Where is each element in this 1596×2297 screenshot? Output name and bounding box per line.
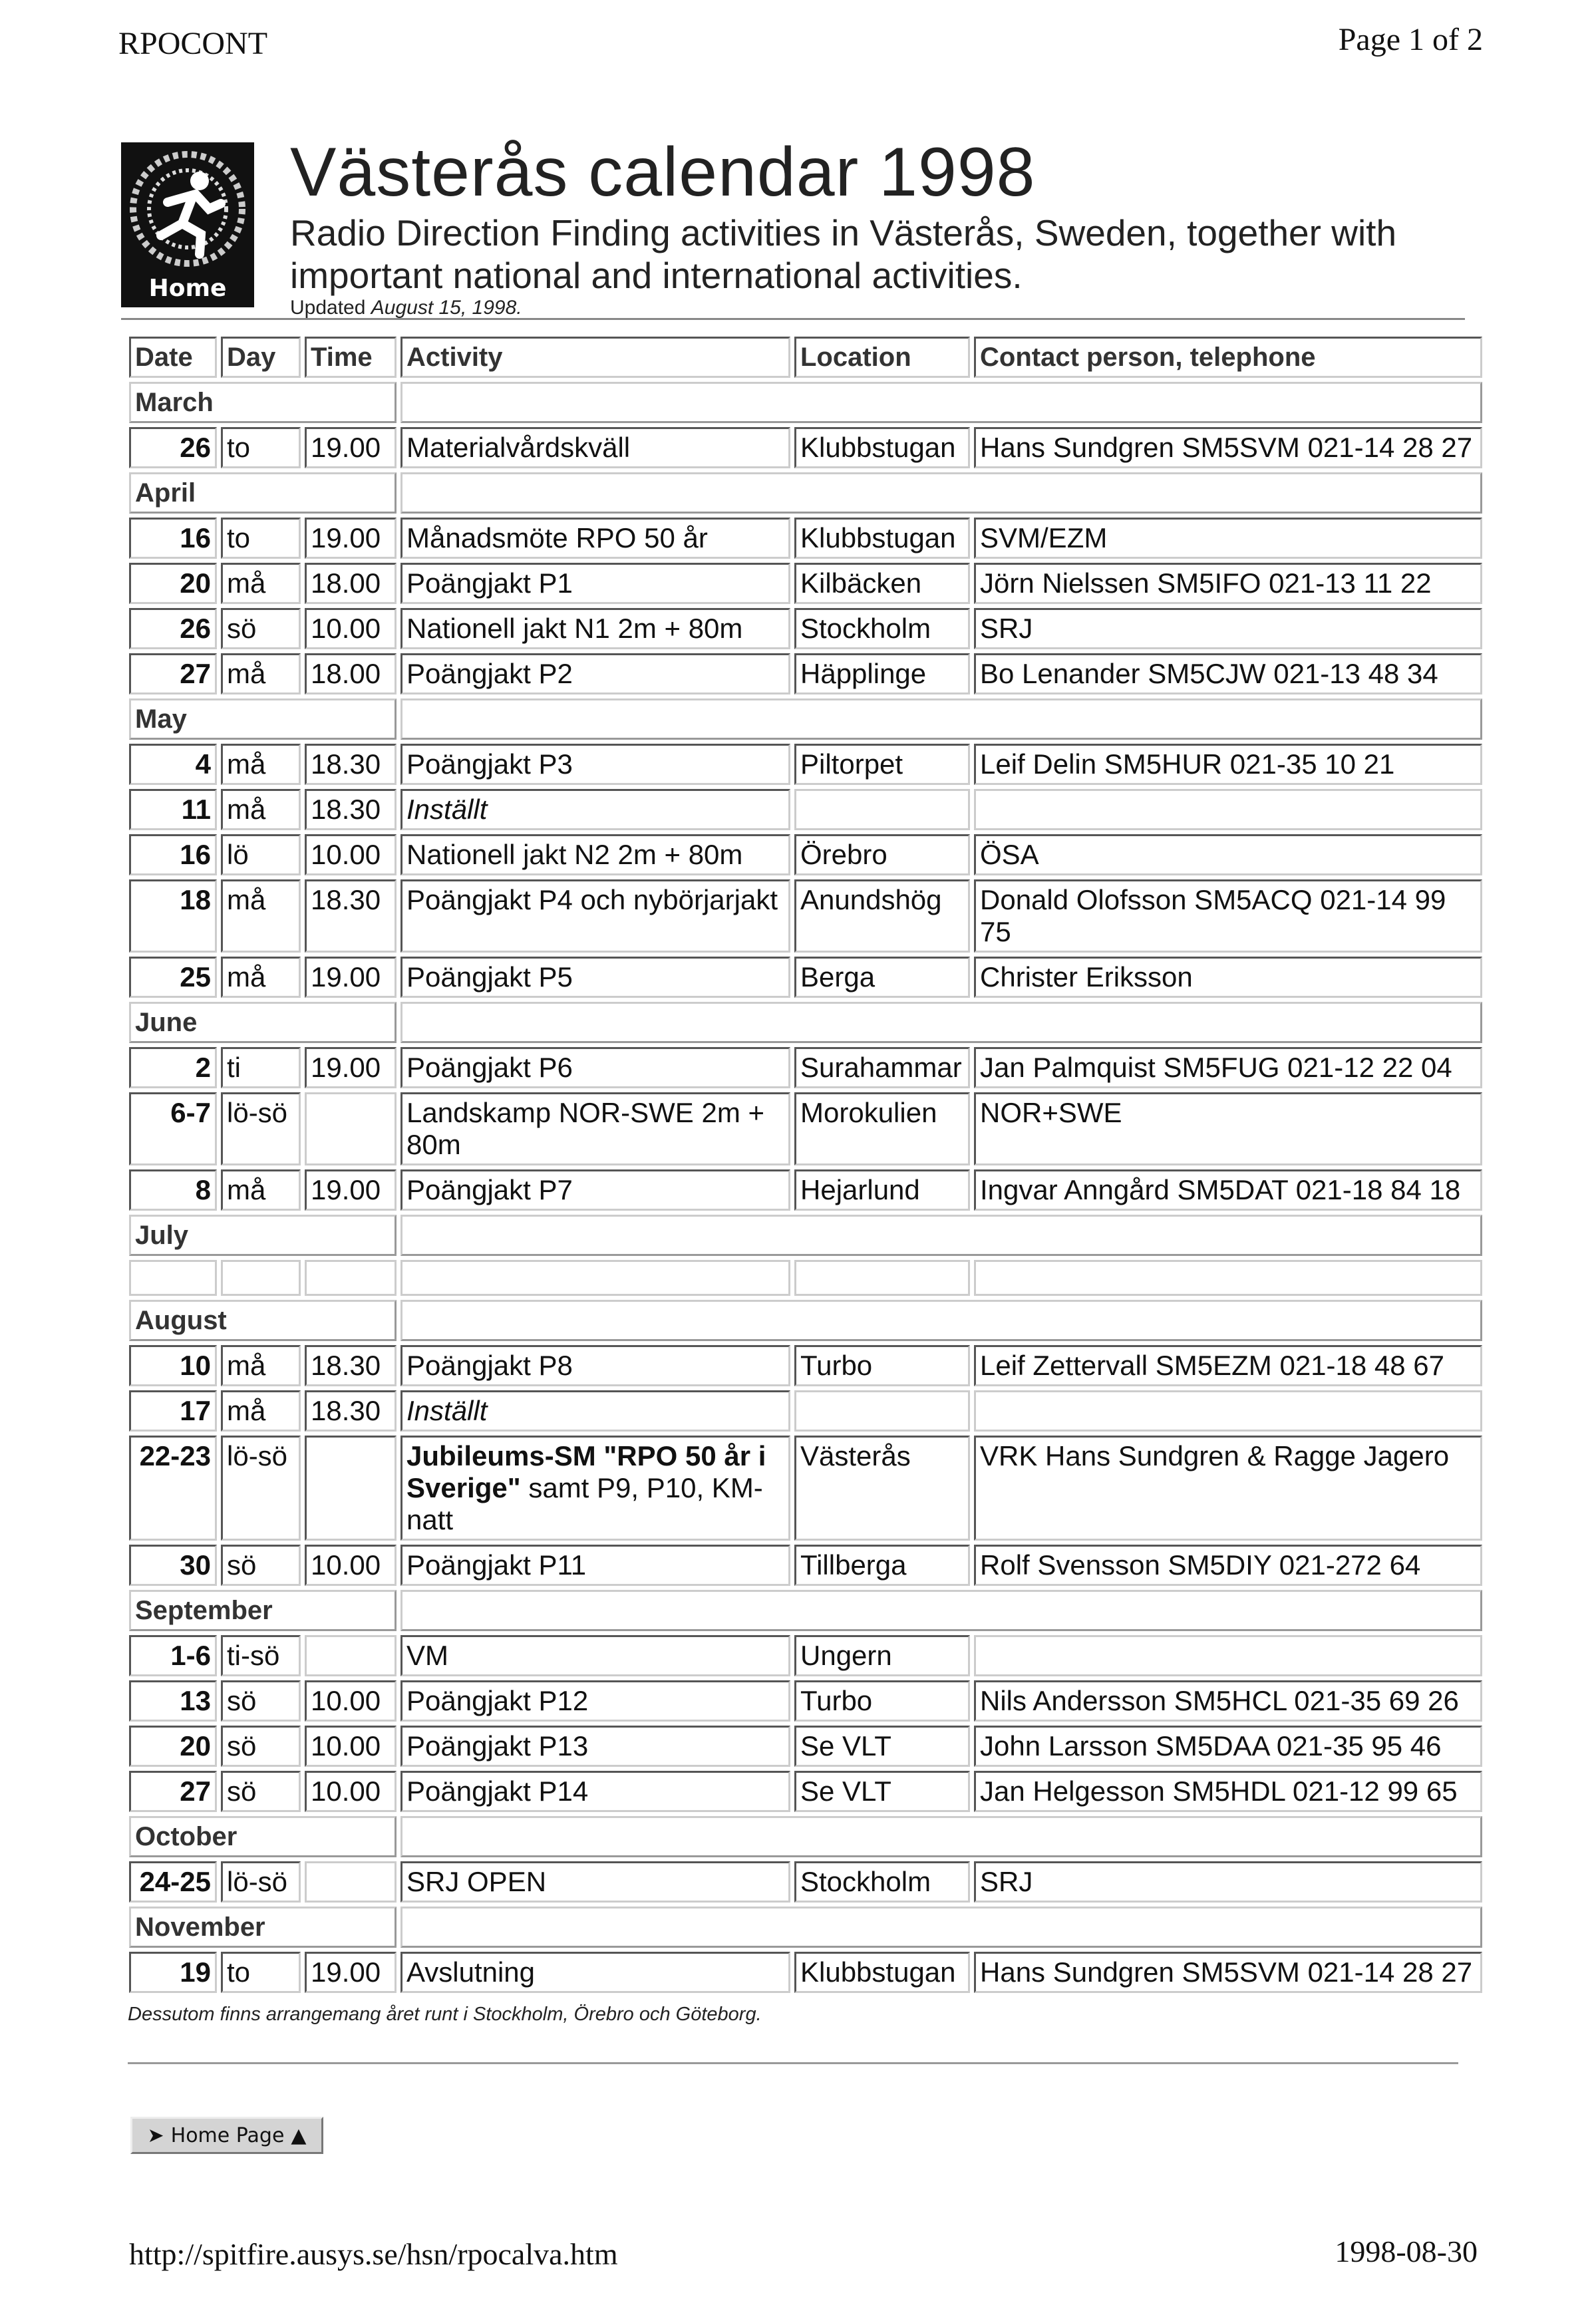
event-day: sö [221, 1726, 301, 1767]
event-contact: ÖSA [974, 834, 1482, 875]
event-time: 10.00 [305, 1680, 397, 1722]
event-date: 24-25 [129, 1861, 217, 1903]
event-contact: Jan Palmquist SM5FUG 021-12 22 04 [974, 1047, 1482, 1088]
event-time: 18.30 [305, 879, 397, 953]
event-date: 1-6 [129, 1635, 217, 1676]
event-activity: Poängjakt P14 [400, 1771, 790, 1812]
event-contact: NOR+SWE [974, 1092, 1482, 1165]
column-header: Date [129, 337, 217, 378]
event-row [129, 1545, 1482, 1586]
month-row [129, 1907, 1482, 1948]
event-activity: Poängjakt P13 [400, 1726, 790, 1767]
month-row [129, 1590, 1482, 1631]
event-location: Morokulien [794, 1092, 970, 1165]
month-spacer [400, 472, 1482, 514]
event-location: Örebro [794, 834, 970, 875]
up-arrow-icon: ▲ [291, 2123, 307, 2147]
event-row [129, 518, 1482, 559]
event-activity: Poängjakt P12 [400, 1680, 790, 1722]
event-day: må [221, 1390, 301, 1432]
event-date: 26 [129, 427, 217, 468]
event-activity: Poängjakt P2 [400, 653, 790, 694]
event-activity: SRJ OPEN [400, 1861, 790, 1903]
event-location [794, 1260, 970, 1296]
event-contact [974, 1635, 1482, 1676]
event-location: Berga [794, 957, 970, 998]
event-time: 19.00 [305, 1047, 397, 1088]
event-date: 6-7 [129, 1092, 217, 1165]
event-date: 27 [129, 1771, 217, 1812]
event-location: Klubbstugan [794, 518, 970, 559]
month-label: May [129, 698, 397, 740]
event-contact: Hans Sundgren SM5SVM 021-14 28 27 [974, 1952, 1482, 1993]
event-time [305, 1635, 397, 1676]
event-time: 10.00 [305, 608, 397, 649]
month-label: November [129, 1907, 397, 1948]
event-location: Se VLT [794, 1726, 970, 1767]
column-header: Day [221, 337, 301, 378]
event-date: 20 [129, 563, 217, 604]
month-row [129, 698, 1482, 740]
event-location: Klubbstugan [794, 1952, 970, 1993]
event-activity: VM [400, 1635, 790, 1676]
event-row [129, 1861, 1482, 1903]
event-row [129, 1260, 1482, 1296]
month-spacer [400, 698, 1482, 740]
event-date: 2 [129, 1047, 217, 1088]
event-activity-title: Jubileums-SM "RPO 50 år i Sverige" [406, 1440, 766, 1503]
event-row [129, 879, 1482, 953]
event-row [129, 1771, 1482, 1812]
event-row [129, 1952, 1482, 1993]
month-label: August [129, 1300, 397, 1341]
event-time: 10.00 [305, 1545, 397, 1586]
month-spacer [400, 1215, 1482, 1256]
event-contact [974, 789, 1482, 830]
event-time [305, 1260, 397, 1296]
event-activity: Poängjakt P6 [400, 1047, 790, 1088]
event-row [129, 834, 1482, 875]
event-activity: Materialvårdskväll [400, 427, 790, 468]
event-date: 4 [129, 744, 217, 785]
calendar-body [129, 382, 1482, 1993]
event-time: 10.00 [305, 1771, 397, 1812]
column-header: Contact person, telephone [974, 337, 1482, 378]
month-spacer [400, 1907, 1482, 1948]
event-contact: Donald Olofsson SM5ACQ 021-14 99 75 [974, 879, 1482, 953]
event-contact: SRJ [974, 608, 1482, 649]
event-activity: Poängjakt P8 [400, 1345, 790, 1386]
event-day: må [221, 1169, 301, 1211]
logo-home-label: Home [148, 275, 227, 302]
event-date [129, 1260, 217, 1296]
event-day: sö [221, 608, 301, 649]
event-time [305, 1436, 397, 1541]
table-header-row [129, 337, 1482, 378]
event-row [129, 957, 1482, 998]
event-location [794, 789, 970, 830]
event-activity: Poängjakt P1 [400, 563, 790, 604]
event-time: 19.00 [305, 518, 397, 559]
month-row [129, 1215, 1482, 1256]
event-row [129, 1436, 1482, 1541]
event-date: 25 [129, 957, 217, 998]
month-spacer [400, 1590, 1482, 1631]
home-page-label: Home Page [170, 2123, 285, 2147]
event-time: 18.30 [305, 1345, 397, 1386]
event-date: 17 [129, 1390, 217, 1432]
event-day [221, 1260, 301, 1296]
event-day: sö [221, 1545, 301, 1586]
event-contact: SVM/EZM [974, 518, 1482, 559]
event-date: 22-23 [129, 1436, 217, 1541]
event-location: Piltorpet [794, 744, 970, 785]
footer-date: 1998-08-30 [1335, 2234, 1478, 2268]
event-contact: Jan Helgesson SM5HDL 021-12 99 65 [974, 1771, 1482, 1812]
event-time: 19.00 [305, 1952, 397, 1993]
event-activity-detail: samt P9, P10, KM-natt [406, 1472, 763, 1535]
column-header: Time [305, 337, 397, 378]
month-row [129, 1002, 1482, 1043]
home-logo[interactable] [121, 142, 254, 307]
event-day: to [221, 1952, 301, 1993]
runner-icon: ➤ [147, 2123, 164, 2147]
event-activity: Månadsmöte RPO 50 år [400, 518, 790, 559]
event-row [129, 563, 1482, 604]
runner-logo-icon [121, 142, 254, 275]
event-day: må [221, 1345, 301, 1386]
event-time [305, 1861, 397, 1903]
month-spacer [400, 1816, 1482, 1857]
event-date: 11 [129, 789, 217, 830]
event-day: ti [221, 1047, 301, 1088]
event-location: Tillberga [794, 1545, 970, 1586]
month-label: October [129, 1816, 397, 1857]
event-location: Turbo [794, 1680, 970, 1722]
event-day: lö-sö [221, 1861, 301, 1903]
event-row [129, 1169, 1482, 1211]
event-contact: Bo Lenander SM5CJW 021-13 48 34 [974, 653, 1482, 694]
event-location: Kilbäcken [794, 563, 970, 604]
event-activity: Poängjakt P7 [400, 1169, 790, 1211]
event-time: 18.30 [305, 1390, 397, 1432]
event-location: Häpplinge [794, 653, 970, 694]
event-day: må [221, 879, 301, 953]
header-divider [121, 318, 1465, 320]
event-row [129, 1726, 1482, 1767]
event-date: 30 [129, 1545, 217, 1586]
event-date: 26 [129, 608, 217, 649]
month-row [129, 1816, 1482, 1857]
event-date: 19 [129, 1952, 217, 1993]
month-label: June [129, 1002, 397, 1043]
event-day: to [221, 427, 301, 468]
event-day: må [221, 653, 301, 694]
event-time: 18.00 [305, 563, 397, 604]
event-row [129, 1390, 1482, 1432]
page-subtitle: Radio Direction Finding activities in Västerås, Sweden, together with important national and international activities. [290, 212, 1397, 296]
event-time: 18.00 [305, 653, 397, 694]
event-location: Se VLT [794, 1771, 970, 1812]
event-contact: SRJ [974, 1861, 1482, 1903]
event-time [305, 1092, 397, 1165]
event-contact: Christer Eriksson [974, 957, 1482, 998]
event-time: 10.00 [305, 834, 397, 875]
event-location: Stockholm [794, 1861, 970, 1903]
month-spacer [400, 382, 1482, 423]
event-time: 18.30 [305, 744, 397, 785]
event-day: må [221, 744, 301, 785]
footnote: Dessutom finns arrangemang året runt i Stockholm, Örebro och Göteborg. [128, 2004, 762, 2025]
event-day: må [221, 957, 301, 998]
month-row [129, 1300, 1482, 1341]
event-activity: Avslutning [400, 1952, 790, 1993]
event-date: 16 [129, 518, 217, 559]
column-header: Location [794, 337, 970, 378]
event-row [129, 744, 1482, 785]
event-contact [974, 1390, 1482, 1432]
page-header-right: Page 1 of 2 [1338, 22, 1483, 57]
event-day: lö-sö [221, 1436, 301, 1541]
event-row [129, 653, 1482, 694]
home-page-button[interactable] [130, 2117, 323, 2154]
event-activity [400, 1260, 790, 1296]
event-location [794, 1390, 970, 1432]
event-location: Surahammar [794, 1047, 970, 1088]
event-contact: Rolf Svensson SM5DIY 021-272 64 [974, 1545, 1482, 1586]
event-contact: VRK Hans Sundgren & Ragge Jagero [974, 1436, 1482, 1541]
event-activity: Nationell jakt N2 2m + 80m [400, 834, 790, 875]
event-date: 16 [129, 834, 217, 875]
event-date: 27 [129, 653, 217, 694]
event-activity: Inställt [400, 789, 790, 830]
event-row [129, 789, 1482, 830]
event-activity: Poängjakt P5 [400, 957, 790, 998]
calendar-table [125, 333, 1486, 1997]
event-location: Turbo [794, 1345, 970, 1386]
month-label: September [129, 1590, 397, 1631]
event-day: må [221, 789, 301, 830]
event-row [129, 1680, 1482, 1722]
event-row [129, 608, 1482, 649]
event-contact [974, 1260, 1482, 1296]
month-row [129, 382, 1482, 423]
month-spacer [400, 1002, 1482, 1043]
event-activity: Inställt [400, 1390, 790, 1432]
footer-url: http://spitfire.ausys.se/hsn/rpocalva.htm [129, 2237, 618, 2271]
updated-prefix: Updated [290, 297, 371, 319]
footer-divider [128, 2062, 1458, 2064]
event-day: lö-sö [221, 1092, 301, 1165]
event-location: Stockholm [794, 608, 970, 649]
event-time: 18.30 [305, 789, 397, 830]
event-location: Hejarlund [794, 1169, 970, 1211]
event-date: 10 [129, 1345, 217, 1386]
month-spacer [400, 1300, 1482, 1341]
event-day: ti-sö [221, 1635, 301, 1676]
page-title: Västerås calendar 1998 [290, 134, 1036, 211]
event-location: Ungern [794, 1635, 970, 1676]
column-header: Activity [400, 337, 790, 378]
event-date: 18 [129, 879, 217, 953]
event-contact: Nils Andersson SM5HCL 021-35 69 26 [974, 1680, 1482, 1722]
event-contact: Jörn Nielssen SM5IFO 021-13 11 22 [974, 563, 1482, 604]
event-contact: Ingvar Anngård SM5DAT 021-18 84 18 [974, 1169, 1482, 1211]
event-activity [400, 1436, 790, 1541]
month-row [129, 472, 1482, 514]
event-contact: Leif Delin SM5HUR 021-35 10 21 [974, 744, 1482, 785]
event-activity: Nationell jakt N1 2m + 80m [400, 608, 790, 649]
event-row [129, 1092, 1482, 1165]
event-location: Västerås [794, 1436, 970, 1541]
event-day: sö [221, 1680, 301, 1722]
event-contact: John Larsson SM5DAA 021-35 95 46 [974, 1726, 1482, 1767]
event-day: lö [221, 834, 301, 875]
event-date: 8 [129, 1169, 217, 1211]
month-label: March [129, 382, 397, 423]
event-day: sö [221, 1771, 301, 1812]
event-date: 13 [129, 1680, 217, 1722]
event-day: to [221, 518, 301, 559]
event-contact: Leif Zettervall SM5EZM 021-18 48 67 [974, 1345, 1482, 1386]
event-activity: Poängjakt P11 [400, 1545, 790, 1586]
month-label: July [129, 1215, 397, 1256]
event-row [129, 1047, 1482, 1088]
updated-line [290, 297, 522, 319]
event-row [129, 1345, 1482, 1386]
event-row [129, 1635, 1482, 1676]
event-location: Anundshög [794, 879, 970, 953]
event-row [129, 427, 1482, 468]
event-contact: Hans Sundgren SM5SVM 021-14 28 27 [974, 427, 1482, 468]
month-label: April [129, 472, 397, 514]
event-time: 19.00 [305, 1169, 397, 1211]
event-activity: Poängjakt P4 och nybörjarjakt [400, 879, 790, 953]
event-activity: Poängjakt P3 [400, 744, 790, 785]
updated-date: August 15, 1998. [371, 297, 522, 319]
event-time: 19.00 [305, 957, 397, 998]
event-date: 20 [129, 1726, 217, 1767]
event-location: Klubbstugan [794, 427, 970, 468]
event-day: må [221, 563, 301, 604]
page-header-left: RPOCONT [118, 26, 268, 61]
event-activity: Landskamp NOR-SWE 2m + 80m [400, 1092, 790, 1165]
event-time: 10.00 [305, 1726, 397, 1767]
event-time: 19.00 [305, 427, 397, 468]
